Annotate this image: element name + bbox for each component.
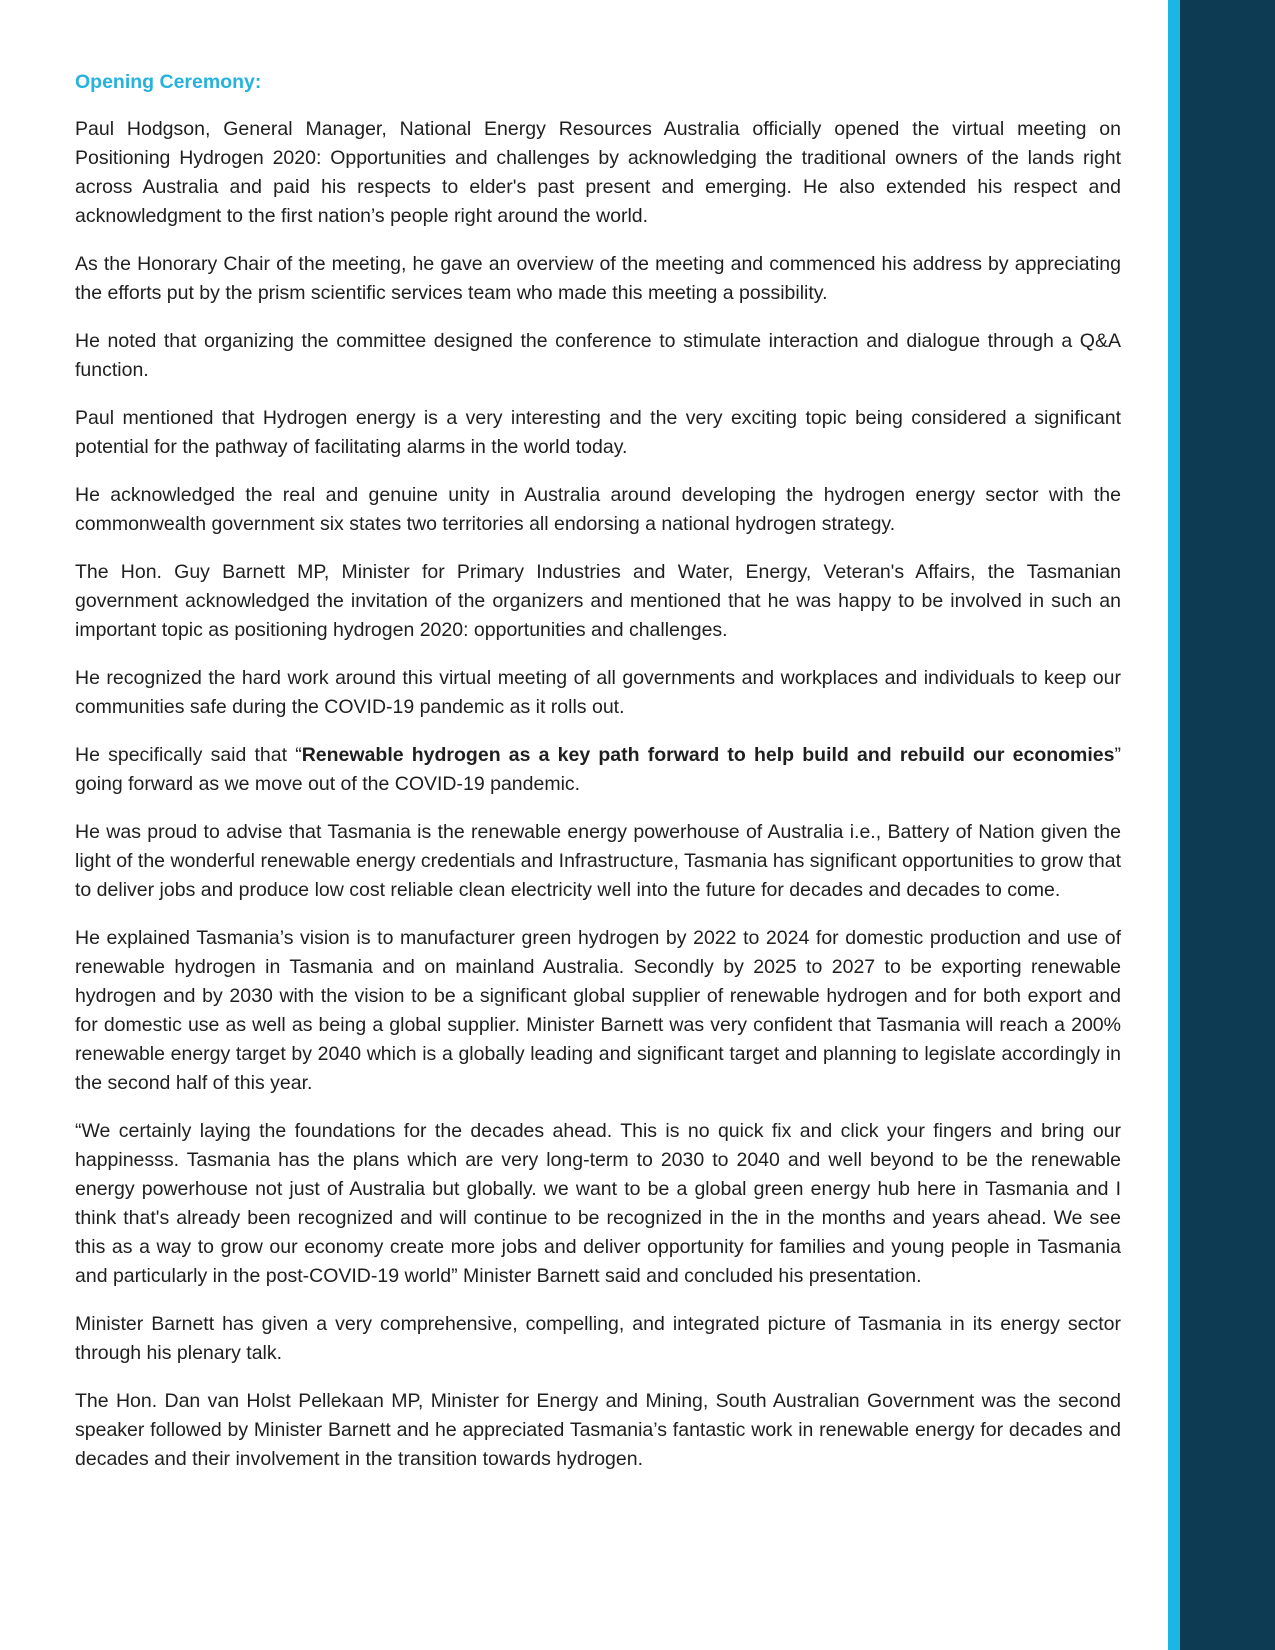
quote-outro: ” going forward as we move out of the COVID-19 pandemic. bbox=[75, 744, 1121, 795]
side-accent-stripe bbox=[1168, 0, 1180, 1650]
paragraph: He acknowledged the real and genuine unity in Australia around developing the hydrogen energy sector with the commonwealth government six states two territories all endorsing a national hydrogen strategy. bbox=[75, 484, 1121, 535]
quote-emphasis: Renewable hydrogen as a key path forward to help build and rebuild our economies bbox=[301, 744, 1115, 766]
paragraph: Paul Hodgson, General Manager, National Energy Resources Australia officially opened the virtual meeting on Positioning Hydrogen 2020: Opportunities and challenges by acknowledging the traditional owners of the lands right across Australia and paid his respects to elder's past present and emerging. He also extended his respect and acknowledgment to the first nation’s people right around the world. bbox=[75, 118, 1121, 227]
side-decorative-band bbox=[1180, 0, 1275, 1650]
paragraph: Paul mentioned that Hydrogen energy is a very interesting and the very exciting topic being considered a significant potential for the pathway of facilitating alarms in the world today. bbox=[75, 407, 1121, 458]
document-body bbox=[75, 68, 1121, 1493]
section-heading: Opening Ceremony: bbox=[75, 71, 262, 93]
paragraph: He recognized the hard work around this virtual meeting of all governments and workplaces and individuals to keep our communities safe during the COVID-19 pandemic as it rolls out. bbox=[75, 667, 1121, 718]
quote-paragraph bbox=[75, 741, 1121, 799]
paragraph: He noted that organizing the committee designed the conference to stimulate interaction and dialogue through a Q&A function. bbox=[75, 330, 1121, 381]
paragraph: The Hon. Guy Barnett MP, Minister for Primary Industries and Water, Energy, Veteran's Affairs, the Tasmanian government acknowledged the invitation of the organizers and mentioned that he was happy to be involved in such an important topic as positioning hydrogen 2020: opportunities and challenges. bbox=[75, 561, 1121, 641]
paragraph: “We certainly laying the foundations for the decades ahead. This is no quick fix and click your fingers and bring our happinesss. Tasmania has the plans which are very long-term to 2030 to 2040 and well beyond to be the renewable energy powerhouse not just of Australia but globally. we want to be a global green energy hub here in Tasmania and I think that's already been recognized and will continue to be recognized in the in the months and years ahead. We see this as a way to grow our economy create more jobs and deliver opportunity for families and young people in Tasmania and particularly in the post-COVID-19 world” Minister Barnett said and concluded his presentation. bbox=[75, 1120, 1121, 1287]
quote-intro: He specifically said that “ bbox=[75, 744, 302, 766]
paragraph: He explained Tasmania’s vision is to manufacturer green hydrogen by 2022 to 2024 for domestic production and use of renewable hydrogen in Tasmania and on mainland Australia. Secondly by 2025 to 2027 to be exporting renewable hydrogen and by 2030 with the vision to be a significant global supplier of renewable hydrogen and for both export and for domestic use as well as being a global supplier. Minister Barnett was very confident that Tasmania will reach a 200% renewable energy target by 2040 which is a globally leading and significant target and planning to legislate accordingly in the second half of this year. bbox=[75, 927, 1121, 1094]
paragraph: As the Honorary Chair of the meeting, he gave an overview of the meeting and commenced his address by appreciating the efforts put by the prism scientific services team who made this meeting a possibility. bbox=[75, 253, 1121, 304]
paragraph: Minister Barnett has given a very comprehensive, compelling, and integrated picture of Tasmania in its energy sector through his plenary talk. bbox=[75, 1313, 1121, 1364]
paragraph: The Hon. Dan van Holst Pellekaan MP, Minister for Energy and Mining, South Australian Government was the second speaker followed by Minister Barnett and he appreciated Tasmania’s fantastic work in renewable energy for decades and decades and their involvement in the transition towards hydrogen. bbox=[75, 1390, 1121, 1470]
paragraph: He was proud to advise that Tasmania is the renewable energy powerhouse of Australia i.e., Battery of Nation given the light of the wonderful renewable energy credentials and Infrastructure, Tasmania has significant opportunities to grow that to deliver jobs and produce low cost reliable clean electricity well into the future for decades and decades to come. bbox=[75, 821, 1121, 901]
